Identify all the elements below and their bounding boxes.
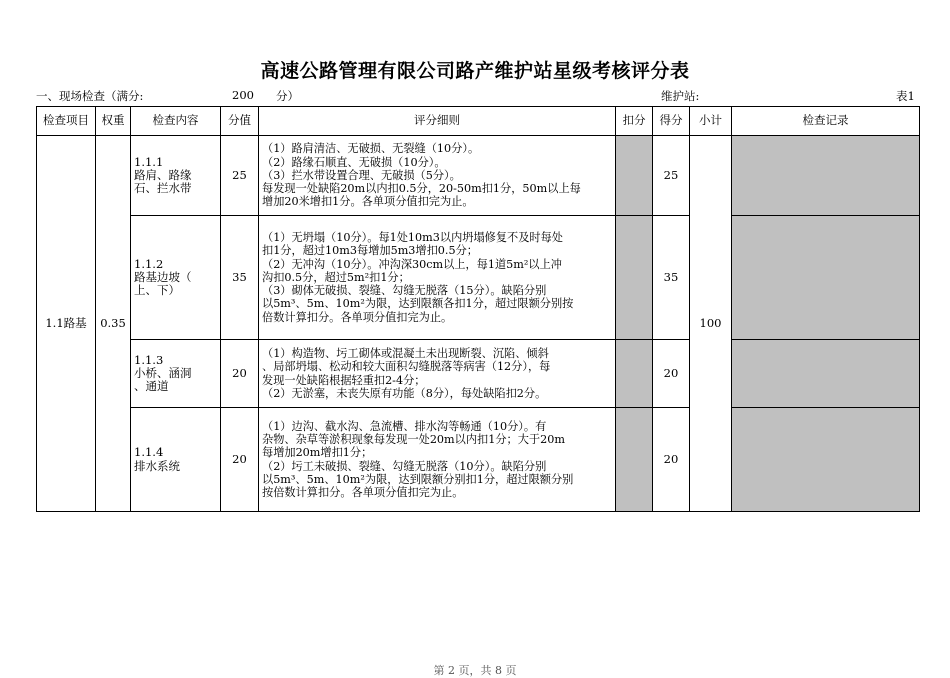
content-cell[interactable] — [131, 136, 221, 216]
details-line: 发现一处缺陷根据轻重扣2-4分； — [262, 373, 426, 387]
table-row — [37, 216, 920, 340]
details-line: 每增加20m增扣1分； — [262, 446, 373, 460]
col-header-weight: 权重 — [96, 107, 131, 136]
col-header-record: 检查记录 — [732, 107, 920, 136]
full-score-value: 200 — [232, 88, 254, 102]
content-line: 路基边坡（ — [134, 269, 192, 284]
col-header-content: 检查内容 — [131, 107, 221, 136]
details-line: （1）路肩清洁、无破损、无裂缝（10分）。 — [262, 142, 480, 156]
details-cell[interactable] — [259, 408, 616, 512]
table-row — [37, 136, 920, 216]
col-header-item: 检查项目 — [37, 107, 96, 136]
content-line: 上、下） — [134, 283, 180, 298]
content-code: 1.1.3 — [134, 352, 164, 367]
details-line: （1）无坍塌（10分）。每1处10m3以内坍塌修复不及时每处 — [262, 231, 563, 245]
got-cell[interactable]: 20 — [653, 340, 690, 408]
col-header-deduct: 扣分 — [616, 107, 653, 136]
page-footer: 第 2 页，共 8 页 — [433, 664, 517, 677]
details-line: （2）无淤塞，未丧失原有功能（8分），每处缺陷扣2分。 — [262, 386, 547, 400]
details-line: （2）圬工未破损、裂缝、勾缝无脱落（10分）。缺陷分别 — [262, 459, 547, 473]
score-cell[interactable]: 35 — [221, 216, 259, 340]
deduct-cell[interactable] — [616, 136, 653, 216]
record-cell[interactable] — [732, 408, 920, 512]
content-line: 排水系统 — [134, 458, 180, 473]
col-header-details: 评分细则 — [259, 107, 616, 136]
item-cell[interactable]: 1.1路基 — [37, 136, 96, 512]
score-cell[interactable]: 20 — [221, 408, 259, 512]
score-cell[interactable]: 20 — [221, 340, 259, 408]
table-row — [37, 340, 920, 408]
details-line: （2）路缘石顺直、无破损（10分）。 — [262, 155, 446, 169]
details-line: 每发现一处缺陷20m以内扣0.5分，20-50m扣1分，50m以上每 — [262, 182, 581, 196]
details-cell[interactable] — [259, 216, 616, 340]
section-label: 一、现场检查（满分: — [36, 89, 144, 103]
details-line: 、局部坍塌、松动和较大面积勾缝脱落等病害（12分），每 — [262, 360, 551, 374]
col-header-got: 得分 — [653, 107, 690, 136]
details-line: （3）砌体无破损、裂缝、勾缝无脱落（15分）。缺陷分别 — [262, 284, 547, 298]
sheet-title: 高速公路管理有限公司路产维护站星级考核评分表 — [260, 60, 690, 82]
record-cell[interactable] — [732, 216, 920, 340]
table-number: 表1 — [896, 89, 915, 103]
header-row — [37, 107, 920, 136]
full-score-unit: 分） — [276, 89, 299, 103]
score-table — [36, 106, 920, 512]
content-line: 、通道 — [134, 379, 169, 394]
details-line: （3）拦水带设置合理、无破损（5分）。 — [262, 168, 461, 182]
col-header-subtotal: 小计 — [690, 107, 732, 136]
details-cell[interactable] — [259, 340, 616, 408]
content-line: 路肩、路缘 — [134, 167, 192, 182]
content-code: 1.1.4 — [134, 445, 164, 460]
details-line: 按倍数计算扣分。各单项分值扣完为止。 — [262, 485, 464, 499]
content-line: 小桥、涵洞 — [134, 365, 192, 380]
details-line: （1）边沟、截水沟、急流槽、排水沟等畅通（10分）。有 — [262, 419, 547, 433]
col-header-score: 分值 — [221, 107, 259, 136]
record-cell[interactable] — [732, 340, 920, 408]
details-line: 杂物、杂草等淤积现象每发现一处20m以内扣1分；大于20m — [262, 433, 565, 447]
details-line: 沟扣0.5分，超过5m²扣1分； — [262, 270, 410, 284]
record-cell[interactable] — [732, 136, 920, 216]
details-line: 增加20米增扣1分。各单项分值扣完为止。 — [262, 195, 474, 209]
weight-cell[interactable]: 0.35 — [96, 136, 131, 512]
content-code: 1.1.1 — [134, 154, 164, 169]
deduct-cell[interactable] — [616, 408, 653, 512]
got-cell[interactable]: 35 — [653, 216, 690, 340]
score-cell[interactable]: 25 — [221, 136, 259, 216]
details-cell[interactable] — [259, 136, 616, 216]
deduct-cell[interactable] — [616, 216, 653, 340]
got-cell[interactable]: 25 — [653, 136, 690, 216]
details-line: （1）构造物、圬工砌体或混凝土未出现断裂、沉陷、倾斜 — [262, 347, 549, 361]
got-cell[interactable]: 20 — [653, 408, 690, 512]
table-row — [37, 408, 920, 512]
content-line: 石、拦水带 — [134, 181, 192, 196]
subtotal-cell[interactable]: 100 — [690, 136, 732, 512]
station-label: 维护站: — [661, 89, 700, 103]
details-line: 以5m³、5m、10m²为限，达到限额各扣1分，超过限额分别按 — [262, 297, 574, 311]
details-line: 以5m³、5m、10m²为限，达到限额分别扣1分，超过限额分别 — [262, 472, 574, 486]
deduct-cell[interactable] — [616, 340, 653, 408]
details-line: 扣1分，超过10m3每增加5m3增扣0.5分； — [262, 244, 478, 258]
content-cell[interactable] — [131, 216, 221, 340]
details-line: （2）无冲沟（10分）。冲沟深30cm以上，每1道5m²以上冲 — [262, 257, 562, 271]
content-code: 1.1.2 — [134, 256, 164, 271]
details-line: 倍数计算扣分。各单项分值扣完为止。 — [262, 310, 453, 324]
content-cell[interactable] — [131, 408, 221, 512]
content-cell[interactable] — [131, 340, 221, 408]
